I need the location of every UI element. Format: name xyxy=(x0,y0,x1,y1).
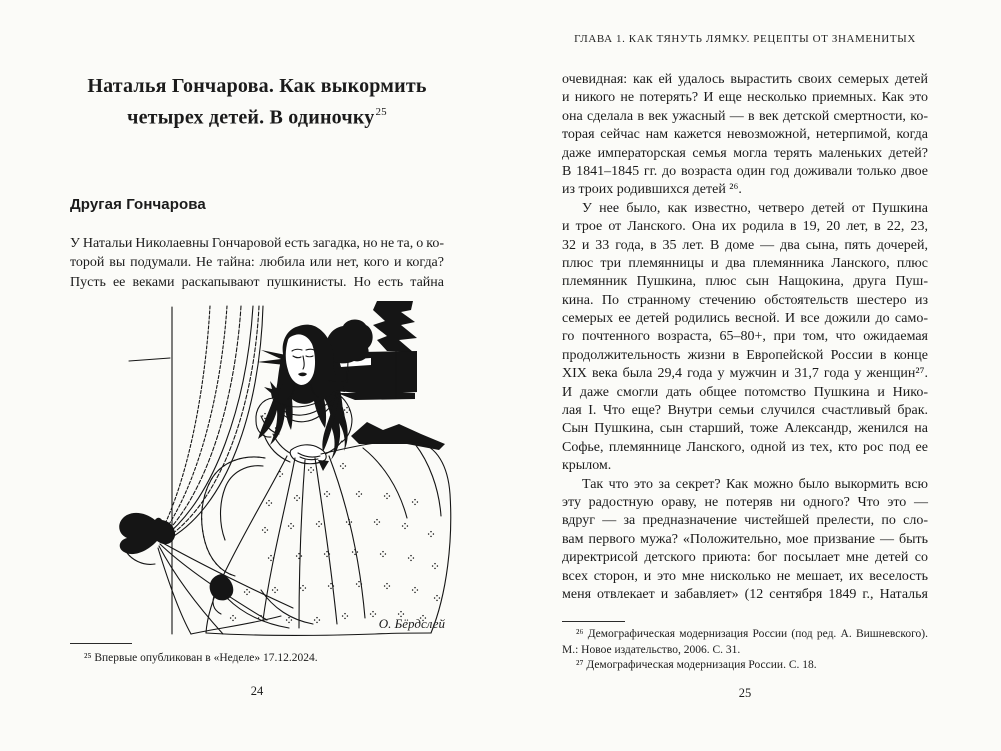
body-line: племянник Пушкина, плюс сын Нащокина, друга Пуш- xyxy=(562,274,928,290)
body-line: Софье, племяннице Ланского, одной из тех, кто рос под ее xyxy=(562,439,928,455)
body-line: Так что это за секрет? Как можно было выкормить всю xyxy=(582,476,928,492)
section-heading: Другая Гончарова xyxy=(70,196,206,213)
right-footnotes xyxy=(562,627,928,674)
right-body-text xyxy=(562,71,928,604)
body-line: даже императорская семья могла терять маленьких детей? xyxy=(562,145,928,161)
title-line-1: Наталья Гончарова. Как выкормить xyxy=(87,75,427,97)
body-line: семерых ее детей родились весной. И все дожили до само- xyxy=(562,311,928,327)
page-number-left: 24 xyxy=(250,684,264,698)
body-line: ²⁶ Демографическая модернизация России (под ред. А. Вишневского). xyxy=(576,628,928,640)
left-body-text xyxy=(70,234,444,292)
body-line: и никого не потерять? И еще несколько приемных. Как это xyxy=(562,90,928,106)
body-line: очевидная: как ей удалось вырастить своих семерых детей xyxy=(562,72,928,87)
title-line-2: четырех детей. В одиночку xyxy=(127,106,375,129)
body-line: 32 и 33 года, в 35 лет. В доме — два сына, пять дочерей, xyxy=(562,237,928,253)
footnote-divider xyxy=(70,643,132,644)
body-line: торая сейчас нам кажется невозможной, нетерпимой, когда xyxy=(562,127,928,143)
body-line: она сделала в век ужасный — в век детской смертности, ко- xyxy=(562,108,928,124)
body-line: ²⁵ Впервые опубликован в «Неделе» 17.12.2024. xyxy=(84,652,318,664)
body-line: директрисой детского приюта: бог посылает мне детей со xyxy=(562,550,928,566)
page-number-right: 25 xyxy=(738,686,752,700)
dark-landmass xyxy=(351,422,445,450)
body-line: эту радостную ораву, не потеряв ни одного? Что это — xyxy=(562,494,928,510)
chapter-title xyxy=(70,73,444,132)
running-header-text: ГЛАВА 1. КАК ТЯНУТЬ ЛЯМКУ. РЕЦЕПТЫ ОТ ЗНАМЕНИТЫХ xyxy=(574,33,916,45)
pine-tree xyxy=(373,301,417,352)
body-line: всех сторон, и это мне нисколько не мешает, их веселость xyxy=(562,568,928,584)
body-line: М.: Новое издательство, 2006. С. 31. xyxy=(562,643,741,656)
body-line: кина. По странному стечению обстоятельств шестеро из xyxy=(562,292,928,308)
body-line: торой вы подумали. Не тайна: любила или нет, кого и когда? xyxy=(70,255,444,271)
body-line: из троих родившихся детей ²⁶. xyxy=(562,182,742,198)
body-line: ²⁷ Демографическая модернизация России. С. 18. xyxy=(576,659,817,672)
body-line: У нее было, как известно, четверо детей от Пушкина xyxy=(582,200,928,216)
curtain-bow xyxy=(119,513,175,554)
body-line: меня отвлекает и забавляет» (12 сентября 1849 г., Наталья xyxy=(562,586,928,602)
body-line: вам первого мужа? «Положительно, мое призвание — быть xyxy=(562,531,928,547)
body-line: У Натальи Николаевны Гончаровой есть загадка, но не та, о ко- xyxy=(70,236,444,251)
body-line: го почтенного возраста, 65–80+, при том, что ожидаемая xyxy=(562,329,928,345)
body-line: XIX века была 29,4 года у мужчин и 31,7 года у женщин²⁷. xyxy=(562,366,928,382)
body-line: продолжительность жизни в Европейской России в конце xyxy=(562,347,928,363)
body-line: И даже смогли дать общее потомство Пушкина и Нико- xyxy=(562,384,928,400)
title-footnote-ref: 25 xyxy=(375,106,387,118)
running-header xyxy=(562,33,928,45)
body-line: Сын Пушкина, сын старший, тоже Александр, женился на xyxy=(562,421,928,437)
body-line: вдруг — за предназначение чистейшей прелести, по сло- xyxy=(562,513,928,529)
body-line: лая I. Что еще? Внутри семьи случился счастливый брак. xyxy=(562,403,928,419)
illustration-figure xyxy=(115,298,460,636)
body-line: крылом. xyxy=(562,458,612,474)
body-line: Пусть ее веками раскапывают пушкинисты. Но есть тайна xyxy=(70,274,444,290)
body-line: плюс три племянницы и два племянника Ланского, плюс xyxy=(562,255,928,271)
left-footnotes xyxy=(70,651,444,667)
beardsley-illustration xyxy=(115,298,460,636)
footnote-divider xyxy=(562,621,625,622)
body-line: В 1841–1845 гг. до возраста один год доживали только двое xyxy=(562,163,928,179)
illustration-caption: О. Бёрдслей xyxy=(378,616,445,631)
body-line: и трое от Ланского. Она их родила в 19, 20 лет, в 22, 23, xyxy=(562,219,928,235)
